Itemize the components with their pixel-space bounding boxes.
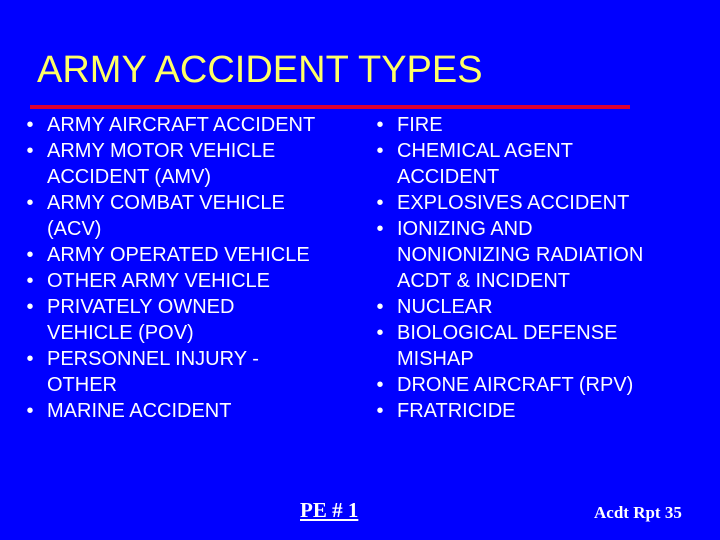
list-item [370, 138, 715, 190]
list-item-text: MARINE ACCIDENT [47, 400, 232, 422]
list-item-text: MISHAP [397, 348, 474, 370]
list-item-text: PRIVATELY OWNED [47, 296, 235, 318]
list-item-text: CHEMICAL AGENT [397, 140, 573, 162]
list-item [20, 294, 380, 346]
bullet-icon: • [26, 270, 34, 292]
list-item-text: ARMY AIRCRAFT ACCIDENT [47, 114, 316, 136]
list-item-text: OTHER ARMY VEHICLE [47, 270, 271, 292]
list-item [370, 112, 715, 138]
list-item [370, 190, 715, 216]
bullet-icon: • [26, 114, 34, 136]
list-item [370, 216, 715, 294]
list-item-text: DRONE AIRCRAFT (RPV) [397, 374, 634, 396]
list-item [370, 372, 715, 398]
list-item [20, 112, 380, 138]
list-item-text: NONIONIZING RADIATION [397, 244, 644, 266]
bullet-icon: • [26, 348, 34, 370]
list-item-text: ACDT & INCIDENT [397, 270, 570, 292]
list-item-text: EXPLOSIVES ACCIDENT [397, 192, 630, 214]
list-item [20, 190, 380, 242]
list-item-text: FRATRICIDE [397, 400, 516, 422]
list-item [20, 138, 380, 190]
slide-title: ARMY ACCIDENT TYPES [37, 49, 483, 91]
list-item [370, 398, 715, 424]
list-item [20, 268, 380, 294]
bullet-icon: • [26, 244, 34, 266]
footer-report-number: Acdt Rpt 35 [594, 503, 682, 522]
list-item [370, 294, 715, 320]
bullet-icon: • [26, 140, 34, 162]
list-item-text: FIRE [397, 114, 443, 136]
bullet-icon: • [26, 400, 34, 422]
bullet-icon: • [376, 322, 384, 344]
bullet-icon: • [376, 400, 384, 422]
bullet-icon: • [376, 296, 384, 318]
list-item-text: ARMY OPERATED VEHICLE [47, 244, 310, 266]
list-item-text: ARMY MOTOR VEHICLE [47, 140, 276, 162]
footer-pe-number: PE # 1 [300, 498, 359, 522]
list-item-text: PERSONNEL INJURY - [47, 348, 259, 370]
list-item-text: OTHER [47, 374, 117, 396]
list-item [20, 398, 380, 424]
left-bullet-list [20, 112, 380, 424]
list-item-text: ACCIDENT [397, 166, 500, 188]
bullet-icon: • [376, 192, 384, 214]
bullet-icon: • [376, 114, 384, 136]
list-item-text: ARMY COMBAT VEHICLE [47, 192, 285, 214]
bullet-icon: • [26, 296, 34, 318]
bullet-icon: • [376, 218, 384, 240]
list-item-text: BIOLOGICAL DEFENSE [397, 322, 618, 344]
list-item-text: NUCLEAR [397, 296, 493, 318]
list-item [370, 320, 715, 372]
list-item-text: IONIZING AND [397, 218, 533, 240]
bullet-icon: • [376, 374, 384, 396]
bullet-icon: • [26, 192, 34, 214]
bullet-icon: • [376, 140, 384, 162]
list-item-text: (ACV) [47, 218, 102, 240]
list-item-text: ACCIDENT (AMV) [47, 166, 212, 188]
title-underline [30, 105, 630, 109]
list-item [20, 346, 380, 398]
list-item [20, 242, 380, 268]
right-bullet-list [370, 112, 715, 424]
list-item-text: VEHICLE (POV) [47, 322, 194, 344]
